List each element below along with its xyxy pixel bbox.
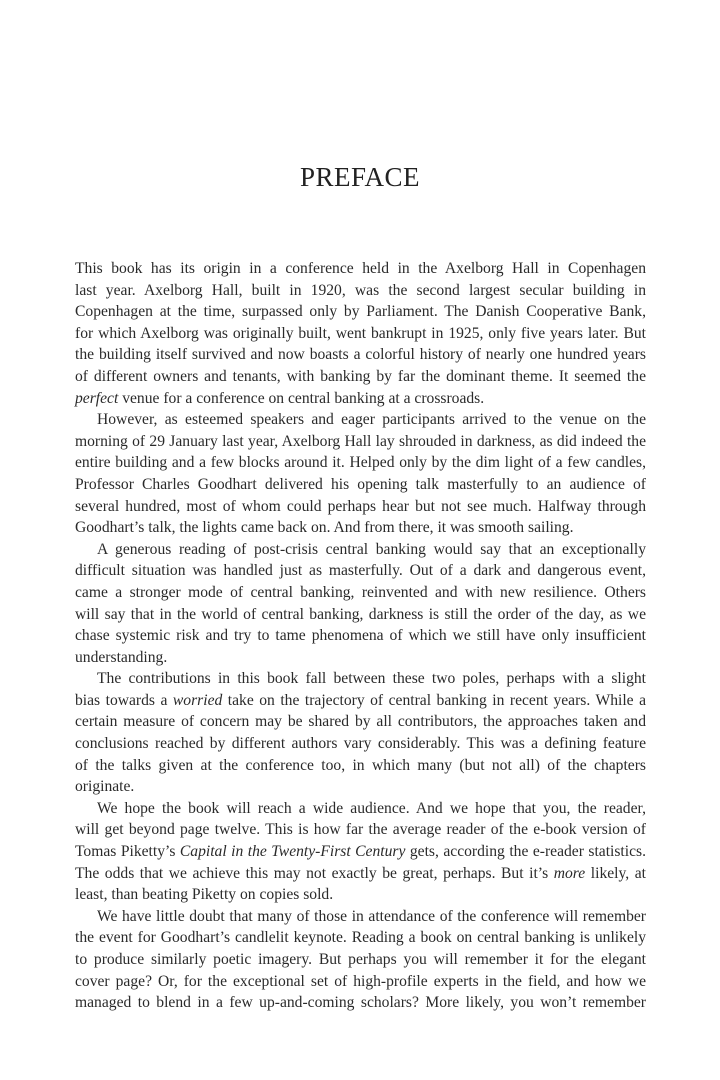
text-line — [75, 863, 646, 885]
text-line: difficult situation was handled just as masterfully. Out of a dark and dangerous event, — [75, 562, 646, 580]
text-run: Tomas Piketty’s — [75, 843, 180, 861]
text-line — [75, 841, 646, 863]
paragraph — [75, 258, 646, 409]
text-line: the building itself survived and now boasts a colorful history of nearly one hundred years — [75, 346, 646, 364]
text-line: of different owners and tenants, with banking by far the dominant theme. It seemed the — [75, 367, 646, 385]
text-line: Goodhart’s talk, the lights came back on. And from there, it was smooth sailing. — [75, 519, 574, 537]
text-line: We hope the book will reach a wide audience. And we hope that you, the reader, — [97, 799, 646, 817]
italic-text: Capital in the Twenty-First Century — [179, 843, 406, 861]
text-run: gets, according the e-reader statistics. — [405, 843, 646, 861]
text-line: chase systemic risk and try to tame phenomena of which we still have only insufficient — [75, 627, 646, 645]
text-line: Copenhagen at the time, surpassed only by Parliament. The Danish Cooperative Bank, — [75, 303, 646, 321]
text-line: to produce similarly poetic imagery. But perhaps you will remember it for the elegant — [75, 951, 646, 968]
text-line — [75, 388, 646, 410]
text-line: several hundred, most of whom could perhaps hear but not see much. Halfway through — [75, 497, 646, 515]
text-line: managed to blend in a few up-and-coming scholars? More likely, you won’t remember — [75, 994, 646, 1012]
text-line: However, as esteemed speakers and eager participants arrived to the venue on the — [97, 411, 646, 429]
text-line: of the talks given at the conference too, in which many (but not all) of the chapters — [75, 756, 646, 774]
text-line: originate. — [75, 778, 135, 796]
text-run: likely, at — [585, 864, 646, 882]
text-line — [75, 690, 646, 712]
text-line: The contributions in this book fall between these two poles, perhaps with a slight — [97, 670, 646, 688]
text-run: The odds that we achieve this may not exactly be great, perhaps. But it’s — [75, 864, 554, 882]
paragraph — [75, 539, 646, 669]
italic-text: worried — [172, 691, 223, 709]
text-line: the event for Goodhart’s candlelit keynote. Reading a book on central banking is unlikely — [75, 929, 646, 947]
text-line: will get beyond page twelve. This is how far the average reader of the e-book version of — [75, 821, 646, 839]
text-line: entire building and a few blocks around it. Helped only by the dim light of a few candles, — [75, 454, 646, 472]
text-line: came a stronger mode of central banking, reinvented and with new resilience. Others — [75, 583, 646, 601]
paragraph — [75, 798, 646, 906]
text-line: This book has its origin in a conference held in the Axelborg Hall in Copenhagen — [75, 260, 646, 277]
text-run: venue for a conference on central banking at a crossroads. — [118, 389, 485, 407]
preface-body — [75, 258, 646, 1014]
text-line: Professor Charles Goodhart delivered his opening talk masterfully to an audience of — [75, 475, 646, 493]
text-line: conclusions reached by different authors vary considerably. This was a defining feature — [75, 735, 646, 753]
italic-text: more — [553, 864, 586, 882]
text-line: cover page? Or, for the exceptional set of high-profile experts in the field, and how we — [75, 972, 646, 990]
text-line: understanding. — [75, 648, 168, 666]
text-line: certain measure of concern may be shared by all contributors, the approaches taken and — [75, 713, 646, 731]
paragraph — [75, 409, 646, 539]
text-line: for which Axelborg was originally built, went bankrupt in 1925, only five years later. But — [75, 324, 646, 342]
page-title: PREFACE — [299, 162, 421, 192]
text-line: last year. Axelborg Hall, built in 1920, was the second largest secular building in — [75, 281, 646, 299]
text-line: will say that in the world of central banking, darkness is still the order of the day, as we — [75, 605, 646, 623]
text-line: least, than beating Piketty on copies sold. — [75, 886, 334, 904]
text-line: A generous reading of post-crisis central banking would say that an exceptionally — [97, 540, 646, 558]
text-line: morning of 29 January last year, Axelborg Hall lay shrouded in darkness, as did indeed the — [75, 432, 646, 450]
text-run: bias towards a — [75, 691, 173, 709]
text-line: We have little doubt that many of those in attendance of the conference will remember — [97, 907, 646, 925]
paragraph — [75, 668, 646, 798]
italic-text: perfect — [75, 389, 119, 407]
paragraph — [75, 906, 646, 1014]
text-run: take on the trajectory of central banking in recent years. While a — [222, 691, 646, 709]
